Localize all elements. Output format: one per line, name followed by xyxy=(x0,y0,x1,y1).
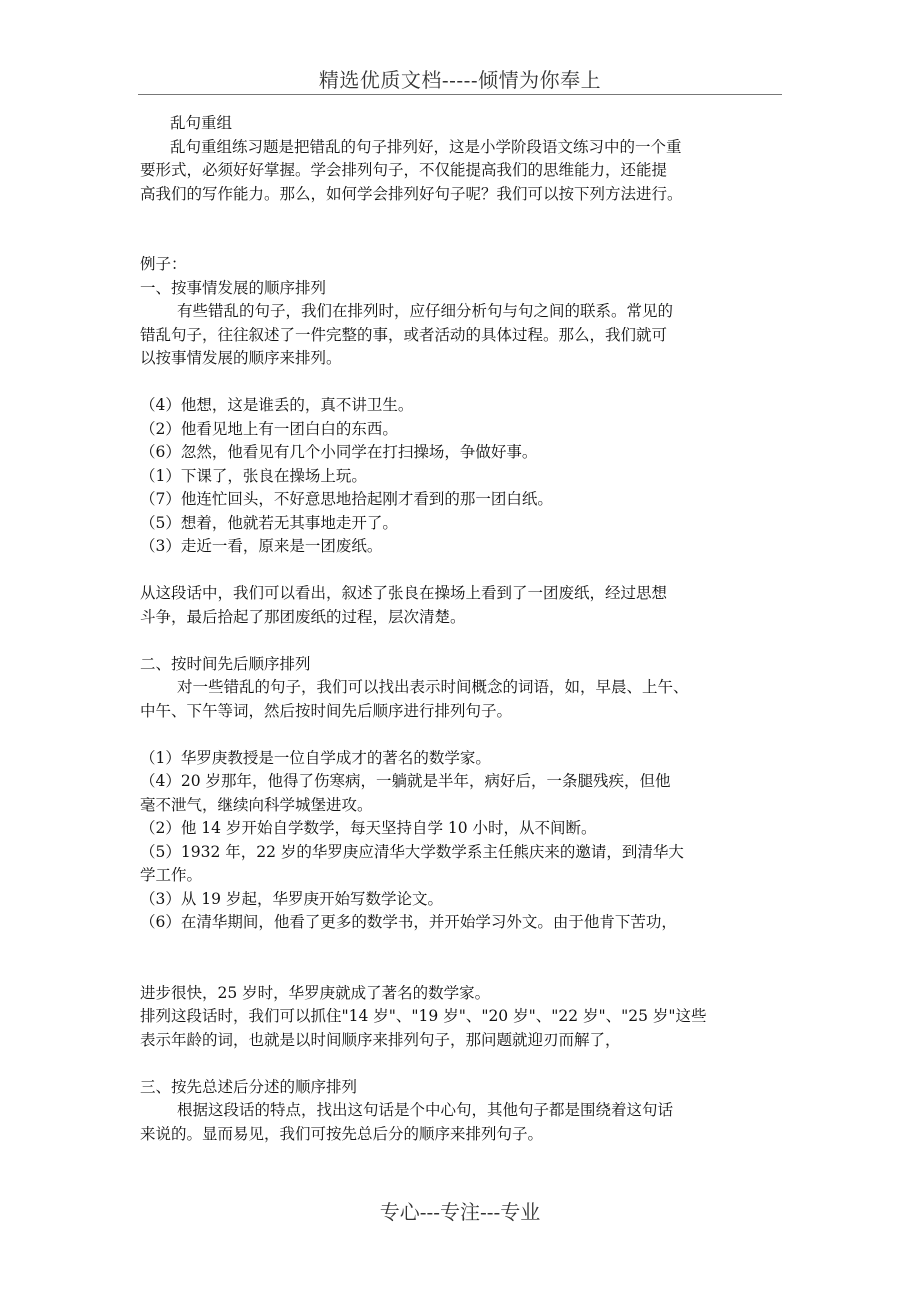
header-divider xyxy=(138,94,782,95)
section1-item: （6）忽然，他看见有几个小同学在打扫操场，争做好事。 xyxy=(140,443,538,461)
section2-item: （5）1932 年，22 岁的华罗庚应清华大学数学系主任熊庆来的邀请，到清华大 xyxy=(140,842,684,861)
section2-continuation: 进步很快，25 岁时，华罗庚就成了著名的数学家。 xyxy=(140,983,491,1002)
section1-item: （7）他连忙回头，不好意思地拾起刚才看到的那一团白纸。 xyxy=(140,490,553,508)
document-body xyxy=(140,112,790,1146)
section2-desc-line: 对一些错乱的句子，我们可以找出表示时间概念的词语，如，早晨、上午、 xyxy=(177,678,689,696)
section3-desc-line: 来说的。显而易见，我们可按先总后分的顺序来排列句子。 xyxy=(140,1124,544,1143)
spacer xyxy=(140,935,790,982)
spacer xyxy=(140,206,790,253)
spacer xyxy=(140,1052,790,1076)
section1-desc-line: 错乱句子，往往叙述了一件完整的事，或者活动的具体过程。那么，我们就可 xyxy=(140,325,668,344)
section1-item: （1）下课了，张良在操场上玩。 xyxy=(140,466,367,485)
section2-item: 毫不泄气，继续向科学城堡进攻。 xyxy=(140,795,373,814)
section1-item: （5）想着，他就若无其事地走开了。 xyxy=(140,513,398,532)
page-footer-text: 专心---专注---专业 xyxy=(379,1200,541,1224)
section2-heading: 二、按时间先后顺序排列 xyxy=(140,654,311,673)
section1-desc-line: 以按事情发展的顺序来排列。 xyxy=(140,349,342,367)
page-header-title: 精选优质文档-----倾情为你奉上 xyxy=(318,68,602,92)
section2-item: 学工作。 xyxy=(140,866,203,884)
spacer xyxy=(140,371,790,395)
section3-desc-line: 根据这段话的特点，找出这句话是个中心句，其他句子都是围绕着这句话 xyxy=(177,1101,674,1119)
section2-item: （4）20 岁那年，他得了伤寒病，一躺就是半年，病好后，一条腿残疾，但他 xyxy=(140,772,671,790)
section1-item: （2）他看见地上有一团白白的东西。 xyxy=(140,419,398,438)
examples-label: 例子： xyxy=(140,255,187,273)
section1-desc-line: 有些错乱的句子，我们在排列时，应仔细分析句与句之间的联系。常见的 xyxy=(177,302,674,320)
spacer xyxy=(140,629,790,653)
section2-summary-line: 排列这段话时，我们可以抓住"14 岁"、"19 岁"、"20 岁"、"22 岁"、"25 岁"这些 xyxy=(140,1007,707,1025)
intro-line: 乱句重组练习题是把错乱的句子排列好，这是小学阶段语文练习中的一个重 xyxy=(170,137,682,156)
section1-summary-line: 斗争，最后拾起了那团废纸的过程，层次清楚。 xyxy=(140,607,466,626)
intro-heading: 乱句重组 xyxy=(170,114,233,132)
intro-line: 高我们的写作能力。那么，如何学会排列好句子呢？我们可以按下列方法进行。 xyxy=(140,184,683,203)
section1-item: （4）他想，这是谁丢的，真不讲卫生。 xyxy=(140,396,414,414)
section2-item: （3）从 19 岁起，华罗庚开始写数学论文。 xyxy=(140,889,443,908)
section3-heading: 三、按先总述后分述的顺序排列 xyxy=(140,1077,358,1096)
spacer xyxy=(140,559,790,583)
section2-item: （6）在清华期间，他看了更多的数学书，并开始学习外文。由于他肯下苦功， xyxy=(140,913,677,931)
section2-summary-line: 表示年龄的词，也就是以时间顺序来排列句子，那问题就迎刃而解了， xyxy=(140,1030,621,1049)
spacer xyxy=(140,723,790,747)
section1-summary-line: 从这段话中，我们可以看出，叙述了张良在操场上看到了一团废纸，经过思想 xyxy=(140,584,668,602)
section2-desc-line: 中午、下午等词，然后按时间先后顺序进行排列句子。 xyxy=(140,701,513,720)
section1-heading: 一、按事情发展的顺序排列 xyxy=(140,278,327,297)
section2-item: （2）他 14 岁开始自学数学，每天坚持自学 10 小时，从不间断。 xyxy=(140,819,597,837)
section1-item: （3）走近一看，原来是一团废纸。 xyxy=(140,537,383,555)
intro-line: 要形式，必须好好掌握。学会排列句子，不仅能提高我们的思维能力，还能提 xyxy=(140,161,668,179)
section2-item: （1）华罗庚教授是一位自学成才的著名的数学家。 xyxy=(140,748,491,767)
